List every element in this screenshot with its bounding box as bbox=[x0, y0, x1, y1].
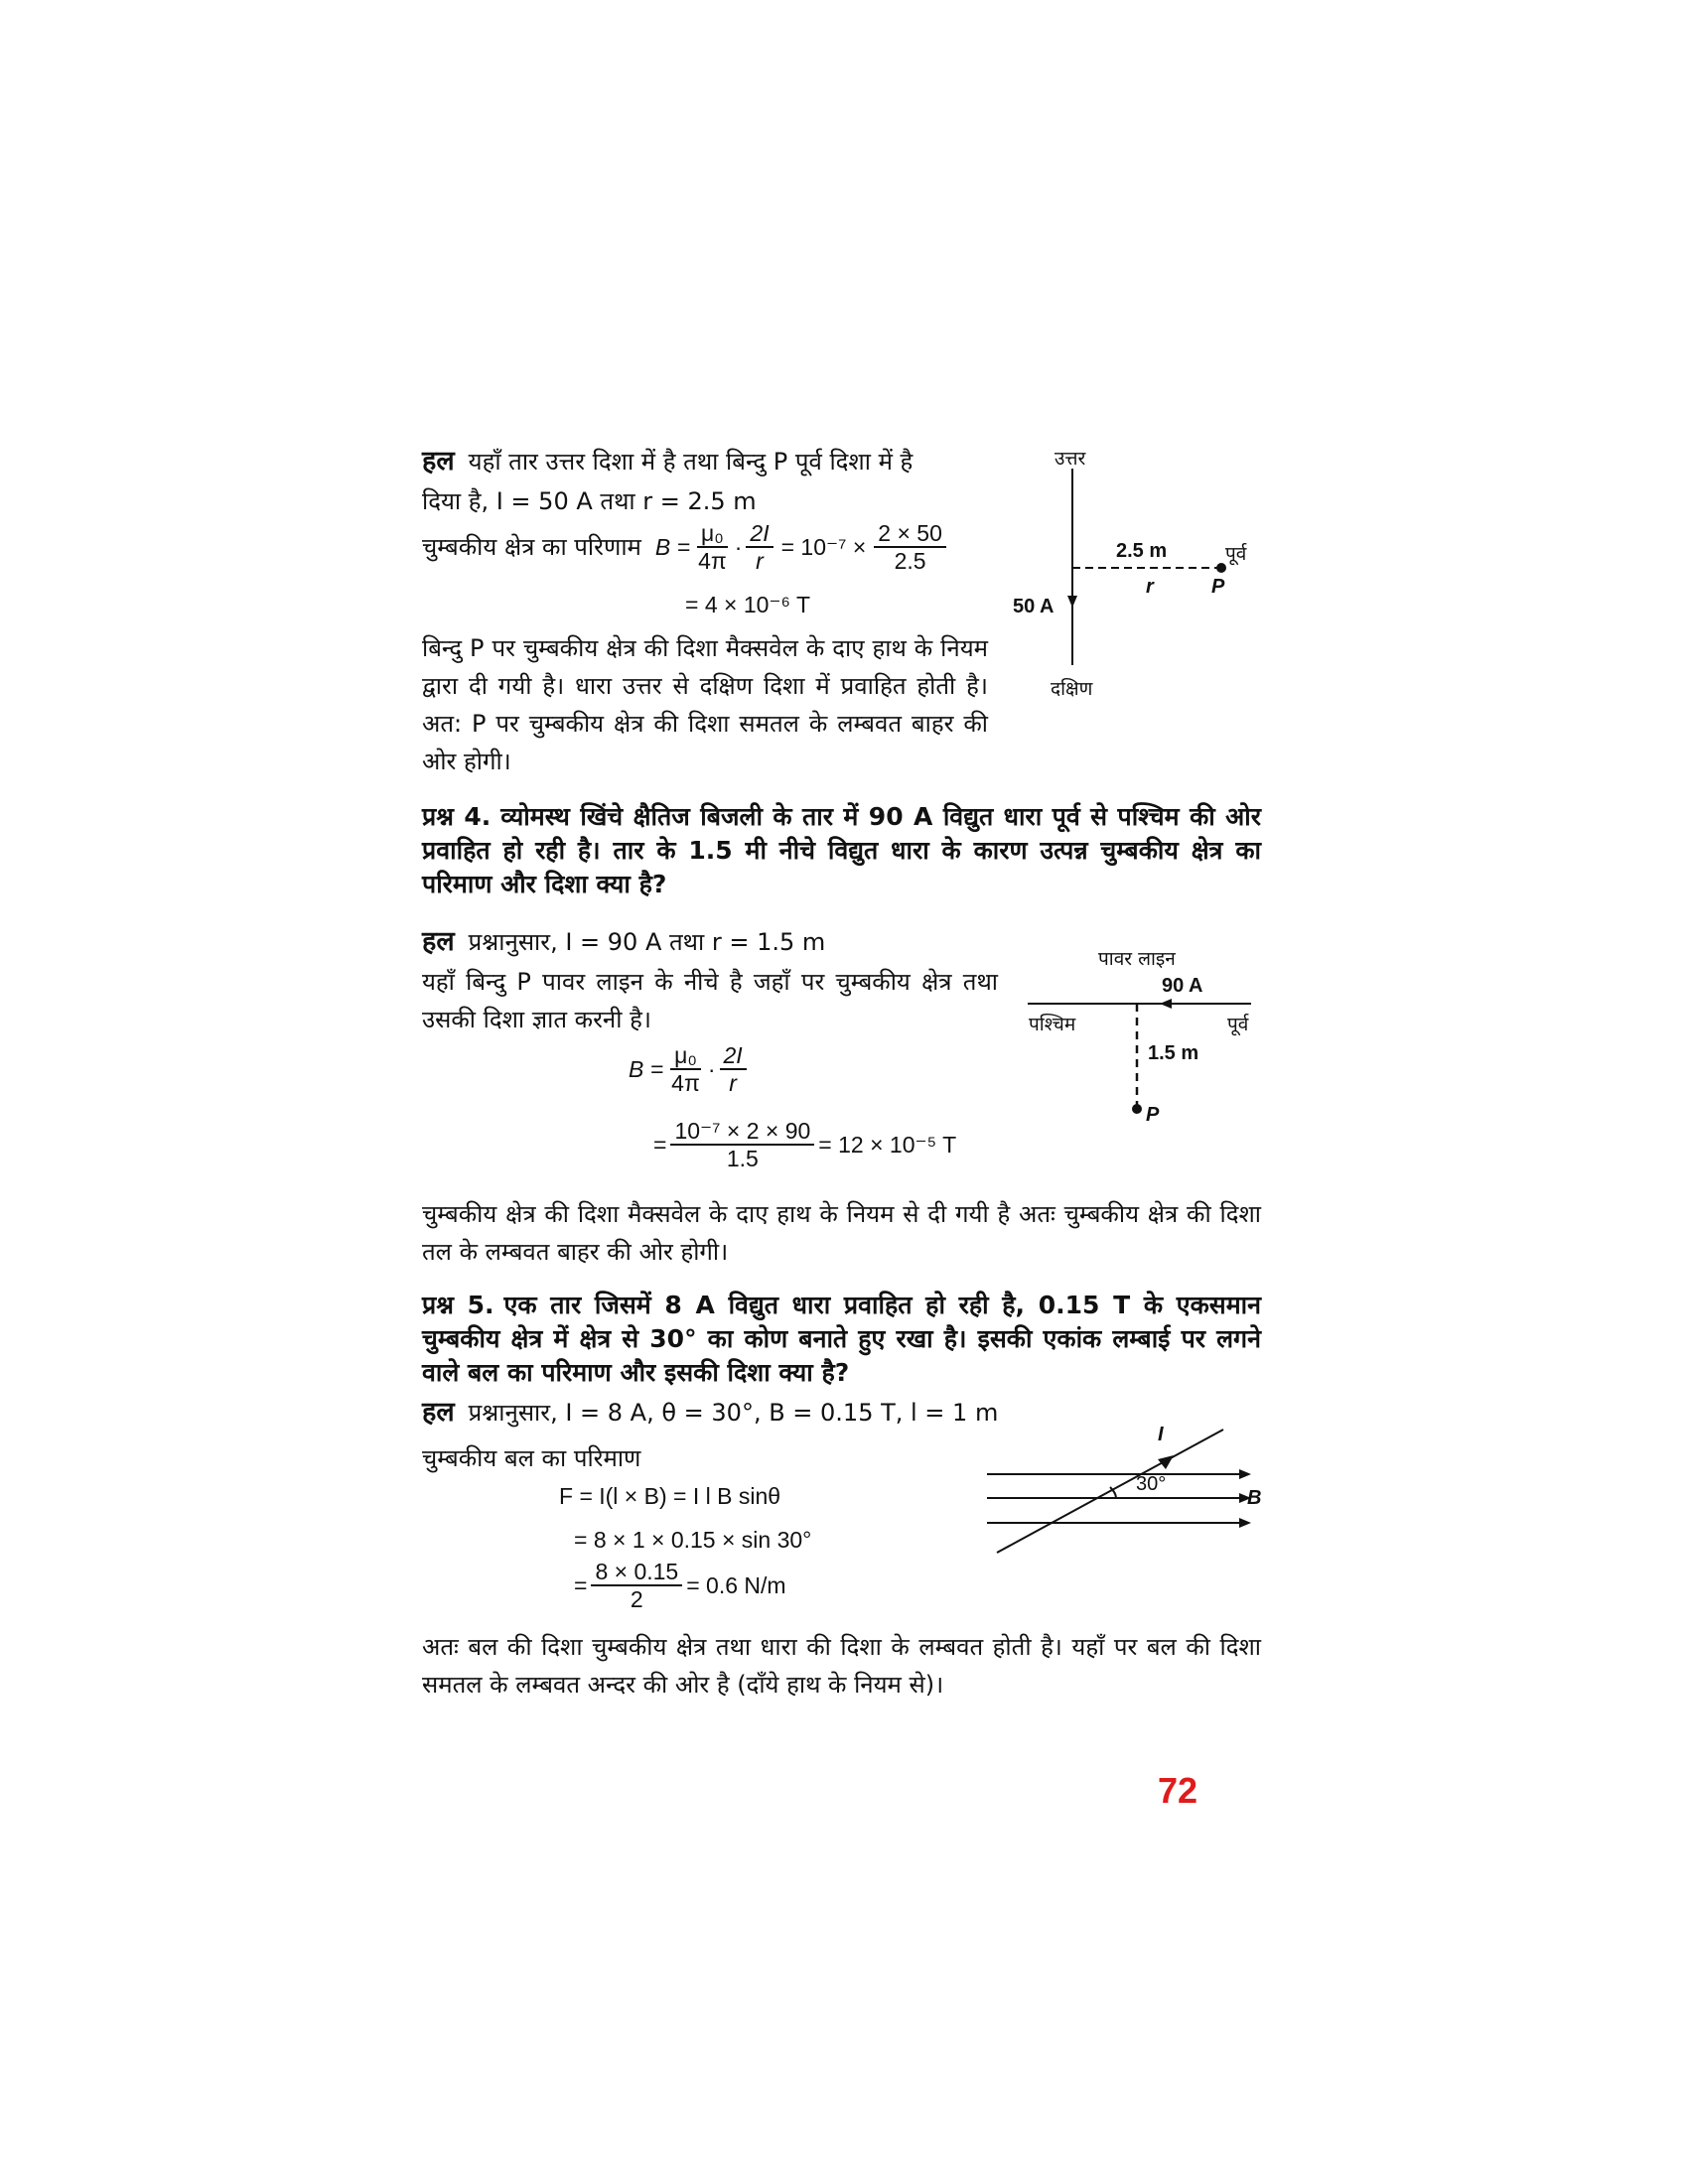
sol4-line2: यहाँ बिन्दु P पावर लाइन के नीचे है जहाँ पर चुम्बकीय क्षेत्र तथा उसकी दिशा ज्ञात करनी है। bbox=[422, 968, 998, 1033]
current-arrow bbox=[1067, 596, 1077, 608]
page-number: 72 bbox=[1158, 1770, 1198, 1811]
sol5-line1 bbox=[422, 1394, 1018, 1432]
sol5-frac: $\frac{8 \times 0.15}{2}$ bbox=[591, 1559, 682, 1612]
question-5 bbox=[422, 1289, 1261, 1390]
sol3-frac-num: $\frac{2 \times 50}{2.5}$ bbox=[874, 520, 946, 574]
diagram1-east: पूर्व bbox=[1225, 543, 1247, 565]
sol4-equation-1: B = $\frac{\text{μ₀}}{4\pi}$ · $\frac{2I}{r}$ bbox=[629, 1042, 751, 1096]
q4-text: व्योमस्थ खिंचे क्षैतिज बिजली के तार में 90 A विद्युत धारा पूर्व से पश्चिम की ओर प्रवाहित हो रही है। तार के 1.5 मी नीचे विद्युत धारा के कारण उत्पन्न चुम्बकीय क्षेत्र का परिमाण और दिशा क्या है? bbox=[422, 802, 1261, 898]
sol4-frac-2I: $\frac{2I}{r}$ bbox=[720, 1042, 747, 1096]
diagram1-distance: 2.5 m bbox=[1116, 540, 1168, 562]
sol5-hal: हल bbox=[422, 1397, 455, 1428]
diagram3-current: I bbox=[1158, 1424, 1164, 1445]
q5-text: एक तार जिसमें 8 A विद्युत धारा प्रवाहित हो रही है, 0.15 T के एकसमान चुम्बकीय क्षेत्र में क्षेत्र से 30° का कोण बनाते हुए रखा है। इसकी एकांक लम्बाई पर लगने वाले बल का परिमाण और इसकी दिशा क्या है? bbox=[422, 1291, 1261, 1387]
sol5-force-label: चुम्बकीय बल का परिमाण bbox=[422, 1444, 641, 1472]
current-arrow bbox=[1160, 999, 1172, 1009]
diagram1-north: उत्तर bbox=[1055, 448, 1086, 470]
sol5-explanation: अतः बल की दिशा चुम्बकीय क्षेत्र तथा धारा की दिशा के लम्बवत होती है। यहाँ पर बल की दिशा समतल के लम्बवत अन्दर की ओर है (दाँये हाथ के नियम से)। bbox=[422, 1633, 1261, 1699]
sol4-equation-2: = $\frac{\text{10⁻⁷ × 2 × 90}}{1.5}$ = 12 × 10⁻⁵ T bbox=[653, 1118, 957, 1171]
sol3-hal: हल bbox=[422, 446, 455, 477]
sol3-equation: चुम्बकीय क्षेत्र का परिणाम B = $\frac{\text{μ₀}}{4\pi}$ · $\frac{2I}{r}$ = 10⁻⁷ × $\frac{2 \times 50}{2.5}$ bbox=[422, 520, 1038, 574]
wire-line bbox=[997, 1430, 1223, 1553]
current-arrow bbox=[1158, 1455, 1174, 1469]
sol4-frac-mu: $\frac{\text{μ₀}}{4\pi}$ bbox=[671, 1042, 700, 1096]
sol3-field-label: चुम्बकीय क्षेत्र का परिणाम bbox=[422, 533, 641, 561]
sol3-line1-text: यहाँ तार उत्तर दिशा में है तथा बिन्दु P पूर्व दिशा में है bbox=[468, 448, 914, 476]
diagram-power-line bbox=[1023, 988, 1261, 1127]
sol5-result: = 0.6 N/m bbox=[686, 1571, 786, 1598]
diagram2-west: पश्चिम bbox=[1029, 1014, 1076, 1035]
diagram2-P: P bbox=[1146, 1104, 1160, 1126]
sol3-frac-2I: $\frac{2I}{r}$ bbox=[746, 520, 773, 574]
diagram-wire-in-field bbox=[983, 1422, 1271, 1570]
diagram1-current: 50 A bbox=[1013, 596, 1055, 617]
question-4 bbox=[422, 800, 1261, 901]
diagram1-south: दक्षिण bbox=[1051, 678, 1093, 700]
diagram2-east: पूर्व bbox=[1227, 1014, 1249, 1035]
sol3-line1 bbox=[422, 443, 998, 480]
sol3-eq-B: B = bbox=[654, 533, 691, 560]
sol5-line1-text: प्रश्नानुसार, I = 8 A, θ = 30°, B = 0.15 T, l = 1 m bbox=[468, 1399, 999, 1427]
sol3-eq-mid: = 10⁻⁷ × bbox=[780, 533, 867, 560]
sol4-hal: हल bbox=[422, 926, 455, 957]
sol4-eq-B: B = bbox=[629, 1055, 664, 1082]
diagram3-angle: 30° bbox=[1136, 1473, 1167, 1495]
sol4-line1 bbox=[422, 923, 978, 961]
sol4-result: = 12 × 10⁻⁵ T bbox=[818, 1131, 957, 1158]
diagram2-title: पावर लाइन bbox=[1098, 948, 1176, 970]
diagram1-P: P bbox=[1211, 576, 1225, 598]
field-arrow-3 bbox=[1239, 1518, 1251, 1528]
q4-label: प्रश्न 4. bbox=[422, 802, 492, 831]
sol4-frac-num: $\frac{\text{10⁻⁷ × 2 × 90}}{1.5}$ bbox=[670, 1118, 814, 1171]
sol5-eq2: = 8 × 1 × 0.15 × sin 30° bbox=[574, 1527, 812, 1553]
sol3-frac-mu: $\frac{\text{μ₀}}{4\pi}$ bbox=[698, 520, 727, 574]
diagram3-field: B bbox=[1247, 1487, 1262, 1509]
sol3-line2: दिया है, I = 50 A तथा r = 2.5 m bbox=[422, 487, 757, 515]
diagram1-r: r bbox=[1146, 576, 1154, 598]
field-arrow-1 bbox=[1239, 1469, 1251, 1479]
q5-label: प्रश्न 5. bbox=[422, 1291, 494, 1319]
sol3-result: = 4 × 10⁻⁶ T bbox=[685, 592, 811, 617]
diagram2-distance: 1.5 m bbox=[1148, 1042, 1199, 1064]
diagram2-current: 90 A bbox=[1162, 975, 1203, 997]
sol5-eq3: = $\frac{8 \times 0.15}{2}$ = 0.6 N/m bbox=[574, 1559, 786, 1612]
sol4-line1-text: प्रश्नानुसार, I = 90 A तथा r = 1.5 m bbox=[468, 928, 826, 956]
point-P-dot bbox=[1132, 1104, 1142, 1114]
sol5-eq1: F = I(l × B) = I l B sinθ bbox=[559, 1483, 781, 1509]
sol4-explanation: चुम्बकीय क्षेत्र की दिशा मैक्सवेल के दाए हाथ के नियम से दी गयी है अतः चुम्बकीय क्षेत्र की दिशा तल के लम्बवत बाहर की ओर होगी। bbox=[422, 1200, 1261, 1266]
sol3-explanation: बिन्दु P पर चुम्बकीय क्षेत्र की दिशा मैक्सवेल के दाए हाथ के नियम द्वारा दी गयी है। धारा उत्तर से दक्षिण दिशा में प्रवाहित होती है। अत: P पर चुम्बकीय क्षेत्र की दिशा समतल के लम्बवत बाहर की ओर होगी। bbox=[422, 634, 988, 775]
